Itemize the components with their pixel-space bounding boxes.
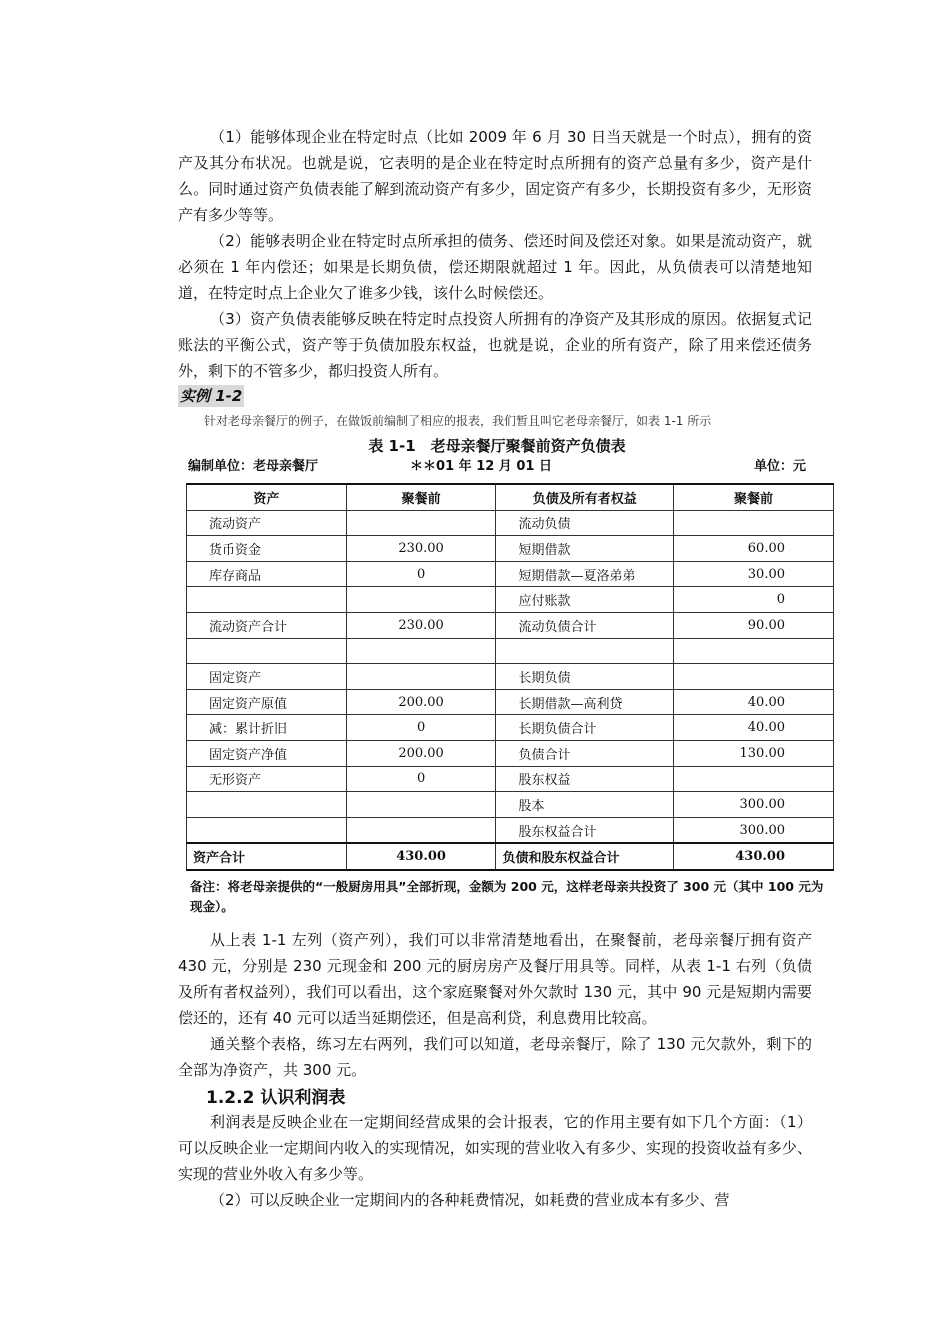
liability-value-cell xyxy=(674,510,834,536)
liability-cell: 股东权益 xyxy=(496,766,674,792)
header-before-right: 聚餐前 xyxy=(674,484,834,510)
asset-cell xyxy=(187,792,347,818)
asset-value-cell xyxy=(346,638,496,664)
total-liability-cell: 负债和股东权益合计 xyxy=(496,843,674,870)
paragraph-4: 从上表 1-1 左列（资产列），我们可以非常清楚地看出，在聚餐前，老母亲餐厅拥有资产 430 元，分别是 230 元现金和 200 元的厨房房产及餐厅用具等。同样，从表 1-1 右列（负债及所有者权益列），我们可以看出，这个家庭聚餐对外欠款时 130 元，其中 90 元是短期内需要偿还的，还有 40 元可以适当延期偿还，但是高利贷，利息费用比较高。 xyxy=(178,930,812,1027)
table-header-row xyxy=(187,484,834,510)
asset-cell: 货币资金 xyxy=(187,536,347,562)
table-row xyxy=(187,612,834,638)
table-row xyxy=(187,510,834,536)
total-liability-value-cell: 430.00 xyxy=(674,843,834,870)
asset-value-cell xyxy=(346,664,496,690)
asset-value-cell xyxy=(346,817,496,843)
liability-value-cell xyxy=(674,664,834,690)
liability-cell: 短期借款—夏洛弟弟 xyxy=(496,561,674,587)
paragraph-7: （2）可以反映企业一定期间内的各种耗费情况，如耗费的营业成本有多少、营 xyxy=(210,1190,730,1209)
total-asset-cell: 资产合计 xyxy=(187,843,347,870)
liability-cell xyxy=(496,638,674,664)
liability-value-cell: 300.00 xyxy=(674,817,834,843)
asset-value-cell: 230.00 xyxy=(346,536,496,562)
table-unit-right: 单位：元 xyxy=(753,459,806,474)
balance-sheet-figure xyxy=(182,435,824,917)
table-row xyxy=(187,689,834,715)
table-row xyxy=(187,587,834,613)
asset-cell: 固定资产净值 xyxy=(187,740,347,766)
table-row xyxy=(187,740,834,766)
section-heading: 1.2.2 认识利润表 xyxy=(206,1087,346,1108)
table-row xyxy=(187,715,834,741)
table-total-row xyxy=(187,843,834,870)
liability-cell: 股东权益合计 xyxy=(496,817,674,843)
paragraph-2: （2）能够表明企业在特定时点所承担的债务、偿还时间及偿还对象。如果是流动资产，就必须在 1 年内偿还；如果是长期负债，偿还期限就超过 1 年。因此，从负债表可以清楚地知道，在特定时点上企业欠了谁多少钱，该什么时候偿还。 xyxy=(178,232,812,302)
asset-cell: 无形资产 xyxy=(187,766,347,792)
liability-cell: 应付账款 xyxy=(496,587,674,613)
balance-sheet-table xyxy=(186,483,834,871)
liability-value-cell: 30.00 xyxy=(674,561,834,587)
liability-value-cell: 130.00 xyxy=(674,740,834,766)
liability-cell: 长期借款—高利贷 xyxy=(496,689,674,715)
liability-value-cell: 40.00 xyxy=(674,715,834,741)
asset-value-cell: 200.00 xyxy=(346,689,496,715)
asset-cell xyxy=(187,817,347,843)
liability-value-cell xyxy=(674,766,834,792)
table-row xyxy=(187,664,834,690)
asset-cell: 减：累计折旧 xyxy=(187,715,347,741)
paragraph-5: 通关整个表格，练习左右两列，我们可以知道，老母亲餐厅，除了 130 元欠款外，剩下的全部为净资产，共 300 元。 xyxy=(178,1034,812,1079)
liability-value-cell: 60.00 xyxy=(674,536,834,562)
liability-cell: 股本 xyxy=(496,792,674,818)
header-before-left: 聚餐前 xyxy=(346,484,496,510)
table-note: 备注：将老母亲提供的“一般厨房用具”全部折现，金额为 200 元，这样老母亲共投资了 300 元（其中 100 元为现金）。 xyxy=(190,878,824,914)
asset-value-cell: 200.00 xyxy=(346,740,496,766)
table-title: 表 1-1 老母亲餐厅聚餐前资产负债表 xyxy=(368,437,626,455)
asset-cell: 固定资产 xyxy=(187,664,347,690)
asset-value-cell xyxy=(346,587,496,613)
example-tag: 实例 1-2 xyxy=(180,387,243,405)
example-intro: 针对老母亲餐厅的例子，在做饭前编制了相应的报表，我们暂且叫它老母亲餐厅，如表 1-1 所示 xyxy=(204,414,712,428)
asset-value-cell: 0 xyxy=(346,715,496,741)
table-row xyxy=(187,817,834,843)
liability-cell: 长期负债合计 xyxy=(496,715,674,741)
table-row xyxy=(187,536,834,562)
total-asset-value-cell: 430.00 xyxy=(346,843,496,870)
liability-value-cell: 0 xyxy=(674,587,834,613)
asset-cell: 流动资产 xyxy=(187,510,347,536)
header-assets: 资产 xyxy=(187,484,347,510)
liability-value-cell: 90.00 xyxy=(674,612,834,638)
asset-cell xyxy=(187,638,347,664)
header-liabilities: 负债及所有者权益 xyxy=(496,484,674,510)
liability-value-cell: 40.00 xyxy=(674,689,834,715)
asset-cell: 固定资产原值 xyxy=(187,689,347,715)
asset-value-cell: 230.00 xyxy=(346,612,496,638)
table-row xyxy=(187,561,834,587)
liability-value-cell: 300.00 xyxy=(674,792,834,818)
table-body xyxy=(187,510,834,870)
asset-cell: 流动资产合计 xyxy=(187,612,347,638)
asset-cell xyxy=(187,587,347,613)
table-date: ＊＊01 年 12 月 01 日 xyxy=(410,459,552,474)
liability-cell: 长期负债 xyxy=(496,664,674,690)
table-meta xyxy=(188,457,806,477)
table-unit-left: 编制单位：老母亲餐厅 xyxy=(188,459,319,474)
document-page xyxy=(178,124,824,1213)
asset-value-cell: 0 xyxy=(346,561,496,587)
asset-cell: 库存商品 xyxy=(187,561,347,587)
asset-value-cell xyxy=(346,510,496,536)
paragraph-6: 利润表是反映企业在一定期间经营成果的会计报表，它的作用主要有如下几个方面：（1）可以反映企业一定期间内收入的实现情况，如实现的营业收入有多少、实现的投资收益有多少、实现的营业外收入有多少等。 xyxy=(178,1112,812,1183)
table-row xyxy=(187,792,834,818)
liability-cell: 流动负债合计 xyxy=(496,612,674,638)
liability-cell: 流动负债 xyxy=(496,510,674,536)
liability-cell: 短期借款 xyxy=(496,536,674,562)
paragraph-1: （1）能够体现企业在特定时点（比如 2009 年 6 月 30 日当天就是一个时点），拥有的资产及其分布状况。也就是说，它表明的是企业在特定时点所拥有的资产总量有多少，资产是什么。同时通过资产负债表能了解到流动资产有多少，固定资产有多少，长期投资有多少，无形资产有多少等等。 xyxy=(178,128,812,224)
liability-cell: 负债合计 xyxy=(496,740,674,766)
table-row xyxy=(187,638,834,664)
asset-value-cell: 0 xyxy=(346,766,496,792)
paragraph-3: （3）资产负债表能够反映在特定时点投资人所拥有的净资产及其形成的原因。依据复式记账法的平衡公式，资产等于负债加股东权益，也就是说，企业的所有资产，除了用来偿还债务外，剩下的不管多少，都归投资人所有。 xyxy=(178,310,812,380)
table-row xyxy=(187,766,834,792)
liability-value-cell xyxy=(674,638,834,664)
asset-value-cell xyxy=(346,792,496,818)
